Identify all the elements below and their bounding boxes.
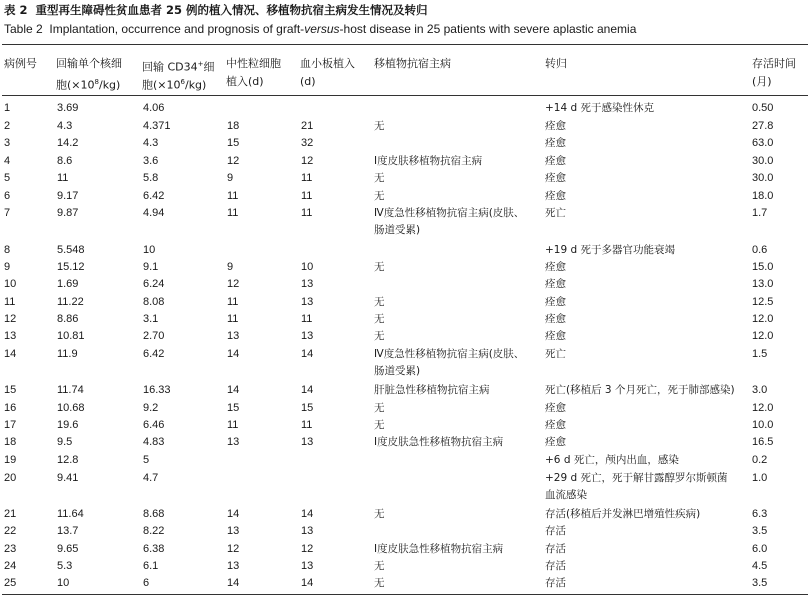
cell-neutrophil: 13 [227, 525, 240, 537]
cell-cd34: 6.46 [143, 419, 165, 431]
cell-case-no: 7 [4, 207, 11, 219]
cell-case-no: 10 [4, 278, 17, 290]
cell-platelet: 13 [301, 560, 314, 572]
header-gvhd: 移植物抗宿主病 [374, 57, 451, 70]
cell-case-no: 20 [4, 472, 17, 484]
cell-mnc: 4.3 [57, 120, 73, 132]
cell-platelet: 13 [301, 525, 314, 537]
cell-platelet: 11 [301, 313, 313, 325]
cell-mnc: 10.81 [57, 330, 85, 342]
cell-gvhd: Ⅳ度急性移植物抗宿主病(皮肤、 [374, 207, 525, 219]
cell-platelet: 12 [301, 155, 314, 167]
cell-gvhd: 无 [374, 313, 385, 325]
header-mnc-line2 [56, 74, 120, 94]
cell-case-no: 18 [4, 436, 17, 448]
cell-case-no: 24 [4, 560, 17, 572]
cell-survival: 3.0 [752, 384, 768, 396]
cell-outcome: +14 d 死于感染性休克 [545, 102, 654, 114]
cell-mnc: 19.6 [57, 419, 79, 431]
cell-outcome: 痊愈 [545, 278, 566, 290]
cell-case-no: 6 [4, 190, 11, 202]
cell-mnc: 8.86 [57, 313, 79, 325]
cell-platelet: 14 [301, 384, 314, 396]
cell-cd34: 4.7 [143, 472, 159, 484]
cell-mnc: 13.7 [57, 525, 79, 537]
cell-survival: 30.0 [752, 155, 774, 167]
cell-cd34: 4.83 [143, 436, 165, 448]
cell-survival: 1.0 [752, 472, 768, 484]
cell-mnc: 9.87 [57, 207, 79, 219]
cell-neutrophil: 11 [227, 419, 239, 431]
cell-outcome: 痊愈 [545, 137, 566, 149]
header-cd34-exp: 6 [180, 78, 185, 86]
cell-case-no: 23 [4, 543, 17, 555]
cell-cd34: 2.70 [143, 330, 165, 342]
cell-survival: 12.5 [752, 296, 774, 308]
cell-platelet: 11 [301, 419, 313, 431]
cell-outcome: 痊愈 [545, 155, 566, 167]
header-cd34-tail: 细 [203, 60, 215, 74]
cell-cd34: 6.24 [143, 278, 165, 290]
header-cd34-line1 [142, 56, 215, 76]
cell-platelet: 12 [301, 543, 314, 555]
cell-case-no: 4 [4, 155, 11, 167]
header-mnc-exp: 8 [94, 78, 99, 86]
cell-case-no: 16 [4, 402, 17, 414]
cell-cd34: 4.94 [143, 207, 165, 219]
cell-mnc: 14.2 [57, 137, 79, 149]
cell-mnc: 10 [57, 577, 70, 589]
cell-outcome: 存活 [545, 543, 566, 555]
cell-case-no: 12 [4, 313, 17, 325]
cell-cd34: 8.22 [143, 525, 165, 537]
cell-outcome: 痊愈 [545, 190, 566, 202]
cell-outcome: 存活 [545, 525, 566, 537]
cell-survival: 15.0 [752, 261, 774, 273]
cell-neutrophil: 13 [227, 560, 240, 572]
table-bottom-rule [2, 594, 808, 595]
cell-platelet: 13 [301, 296, 314, 308]
cell-survival: 12.0 [752, 330, 774, 342]
cell-outcome: 痊愈 [545, 172, 566, 184]
cell-platelet: 13 [301, 278, 314, 290]
cell-gvhd: 无 [374, 190, 385, 202]
cell-outcome: 痊愈 [545, 436, 566, 448]
cell-platelet: 11 [301, 172, 313, 184]
header-case-no: 病例号 [4, 57, 37, 70]
cell-cd34: 4.06 [143, 102, 165, 114]
cell-neutrophil: 12 [227, 543, 240, 555]
cell-neutrophil: 14 [227, 348, 240, 360]
cell-neutrophil: 12 [227, 278, 240, 290]
cell-gvhd: 无 [374, 172, 385, 184]
cell-cd34: 8.68 [143, 508, 165, 520]
header-survival-line2: (月) [752, 75, 772, 88]
cell-mnc: 5.548 [57, 244, 85, 256]
header-mnc-unit: 胞(×10 [56, 78, 95, 92]
caption-label-cn: 表 2 [4, 3, 28, 17]
cell-case-no: 19 [4, 454, 17, 466]
cell-mnc: 10.68 [57, 402, 85, 414]
cell-cd34: 4.371 [143, 120, 171, 132]
cell-outcome: 痊愈 [545, 296, 566, 308]
cell-survival: 0.6 [752, 244, 768, 256]
cell-cd34: 3.6 [143, 155, 159, 167]
cell-platelet: 21 [301, 120, 314, 132]
cell-case-no: 17 [4, 419, 17, 431]
cell-gvhd: 无 [374, 261, 385, 273]
cell-survival: 3.5 [752, 577, 768, 589]
cell-case-no: 9 [4, 261, 11, 273]
caption-title-en-italic: versus [304, 22, 340, 36]
cell-neutrophil: 13 [227, 436, 240, 448]
caption-label-en: Table 2 [4, 22, 43, 36]
cell-mnc: 1.69 [57, 278, 79, 290]
cell-neutrophil: 11 [227, 207, 239, 219]
cell-cd34: 9.2 [143, 402, 159, 414]
cell-survival: 13.0 [752, 278, 774, 290]
cell-platelet: 10 [301, 261, 314, 273]
cell-survival: 16.5 [752, 436, 774, 448]
cell-neutrophil: 9 [227, 172, 234, 184]
cell-cd34: 6.42 [143, 348, 165, 360]
cell-cd34: 16.33 [143, 384, 171, 396]
table-caption-cn [4, 2, 428, 18]
cell-gvhd: 肝脏急性移植物抗宿主病 [374, 384, 490, 396]
cell-outcome: 痊愈 [545, 261, 566, 273]
table-header-rule [2, 95, 808, 96]
cell-neutrophil: 11 [227, 313, 239, 325]
header-cd34-unit-tail: /kg) [184, 78, 207, 92]
cell-platelet: 14 [301, 348, 314, 360]
cell-outcome: 痊愈 [545, 330, 566, 342]
cell-mnc: 15.12 [57, 261, 85, 273]
cell-mnc: 9.17 [57, 190, 79, 202]
header-outcome: 转归 [545, 57, 567, 70]
cell-case-no: 21 [4, 508, 17, 520]
cell-case-no: 13 [4, 330, 17, 342]
cell-mnc: 11.64 [57, 508, 84, 520]
cell-mnc: 5.3 [57, 560, 73, 572]
cell-cd34: 6.42 [143, 190, 165, 202]
cell-platelet: 11 [301, 190, 313, 202]
cell-outcome: 死亡 [545, 348, 566, 360]
cell-survival: 12.0 [752, 402, 774, 414]
cell-case-no: 2 [4, 120, 11, 132]
cell-neutrophil: 14 [227, 508, 240, 520]
cell-gvhd: 无 [374, 402, 385, 414]
cell-neutrophil: 15 [227, 402, 240, 414]
cell-outcome: 存活 [545, 577, 566, 589]
cell-survival: 0.50 [752, 102, 774, 114]
cell-cd34: 4.3 [143, 137, 159, 149]
caption-title-en-post: -host disease in 25 patients with severe aplastic anemia [339, 22, 637, 36]
cell-outcome: +29 d 死亡，死于解甘露醇罗尔斯顿菌 [545, 472, 728, 484]
table-caption-en [4, 22, 636, 36]
cell-gvhd: 无 [374, 419, 385, 431]
cell-platelet: 32 [301, 137, 314, 149]
cell-case-no: 15 [4, 384, 17, 396]
cell-gvhd: Ⅰ度皮肤急性移植物抗宿主病 [374, 436, 504, 448]
cell-survival: 18.0 [752, 190, 774, 202]
cell-case-no: 8 [4, 244, 11, 256]
cell-gvhd-line2: 肠道受累) [374, 224, 421, 236]
cell-survival: 4.5 [752, 560, 768, 572]
cell-neutrophil: 11 [227, 190, 239, 202]
cell-outcome: 痊愈 [545, 120, 566, 132]
cell-mnc: 11.9 [57, 348, 78, 360]
cell-platelet: 13 [301, 330, 314, 342]
cell-outcome-line2: 血流感染 [545, 489, 587, 501]
cell-gvhd: 无 [374, 330, 385, 342]
cell-mnc: 8.6 [57, 155, 73, 167]
cell-survival: 63.0 [752, 137, 774, 149]
cell-outcome: 死亡 [545, 207, 566, 219]
cell-case-no: 25 [4, 577, 17, 589]
cell-survival: 6.0 [752, 543, 768, 555]
caption-title-cn: 重型再生障碍性贫血患者 25 例的植入情况、移植物抗宿主病发生情况及转归 [35, 3, 428, 17]
header-survival-line1: 存活时间 [752, 57, 796, 70]
cell-outcome: 存活(移植后并发淋巴增殖性疾病) [545, 508, 701, 520]
cell-survival: 6.3 [752, 508, 768, 520]
cell-outcome: 痊愈 [545, 313, 566, 325]
cell-survival: 1.5 [752, 348, 768, 360]
cell-mnc: 9.41 [57, 472, 79, 484]
header-mnc-unit-tail: /kg) [98, 78, 121, 92]
cell-cd34: 6 [143, 577, 150, 589]
header-neutrophil-line2: 植入(d) [226, 75, 264, 88]
cell-cd34: 5.8 [143, 172, 159, 184]
cell-survival: 27.8 [752, 120, 774, 132]
cell-gvhd: 无 [374, 120, 385, 132]
cell-neutrophil: 11 [227, 296, 239, 308]
table-top-rule [2, 44, 808, 45]
cell-cd34: 9.1 [143, 261, 159, 273]
cell-outcome: 痊愈 [545, 419, 566, 431]
header-neutrophil-line1: 中性粒细胞 [226, 57, 281, 70]
cell-cd34: 3.1 [143, 313, 159, 325]
cell-platelet: 15 [301, 402, 314, 414]
cell-case-no: 22 [4, 525, 17, 537]
cell-outcome: +6 d 死亡，颅内出血，感染 [545, 454, 679, 466]
cell-outcome: 死亡(移植后 3 个月死亡，死于肺部感染) [545, 384, 735, 396]
cell-gvhd: 无 [374, 560, 385, 572]
cell-survival: 30.0 [752, 172, 774, 184]
cell-survival: 1.7 [752, 207, 768, 219]
cell-platelet: 14 [301, 577, 314, 589]
header-cd34-text: 回输 CD34 [142, 60, 198, 74]
cell-outcome: +19 d 死于多器官功能衰竭 [545, 244, 675, 256]
cell-gvhd: Ⅳ度急性移植物抗宿主病(皮肤、 [374, 348, 525, 360]
header-cd34-sup: + [197, 60, 204, 68]
header-cd34-line2 [142, 74, 206, 94]
caption-title-en-pre: Implantation, occurrence and prognosis of graft- [49, 22, 305, 36]
header-mnc-line1: 回输单个核细 [56, 57, 122, 70]
header-platelet-line1: 血小板植入 [300, 57, 355, 70]
cell-neutrophil: 9 [227, 261, 234, 273]
cell-gvhd: Ⅰ度皮肤移植物抗宿主病 [374, 155, 483, 167]
cell-neutrophil: 14 [227, 577, 240, 589]
cell-survival: 3.5 [752, 525, 768, 537]
cell-case-no: 1 [4, 102, 11, 114]
cell-gvhd: 无 [374, 577, 385, 589]
cell-mnc: 3.69 [57, 102, 79, 114]
cell-cd34: 10 [143, 244, 156, 256]
cell-outcome: 存活 [545, 560, 566, 572]
cell-gvhd-line2: 肠道受累) [374, 365, 421, 377]
cell-survival: 12.0 [752, 313, 774, 325]
cell-mnc: 9.5 [57, 436, 73, 448]
cell-mnc: 11 [57, 172, 69, 184]
cell-case-no: 5 [4, 172, 11, 184]
header-platelet-line2: (d) [300, 75, 316, 88]
cell-gvhd: 无 [374, 508, 385, 520]
cell-neutrophil: 12 [227, 155, 240, 167]
cell-cd34: 6.38 [143, 543, 165, 555]
cell-case-no: 14 [4, 348, 17, 360]
cell-platelet: 13 [301, 436, 314, 448]
cell-survival: 0.2 [752, 454, 768, 466]
cell-case-no: 11 [4, 296, 16, 308]
cell-mnc: 9.65 [57, 543, 79, 555]
cell-mnc: 11.74 [57, 384, 84, 396]
cell-cd34: 5 [143, 454, 150, 466]
cell-case-no: 3 [4, 137, 11, 149]
cell-platelet: 11 [301, 207, 313, 219]
cell-cd34: 8.08 [143, 296, 165, 308]
cell-neutrophil: 13 [227, 330, 240, 342]
cell-platelet: 14 [301, 508, 314, 520]
cell-neutrophil: 18 [227, 120, 240, 132]
cell-neutrophil: 15 [227, 137, 240, 149]
cell-mnc: 12.8 [57, 454, 79, 466]
cell-survival: 10.0 [752, 419, 774, 431]
cell-cd34: 6.1 [143, 560, 159, 572]
cell-neutrophil: 14 [227, 384, 240, 396]
header-cd34-unit: 胞(×10 [142, 78, 181, 92]
cell-mnc: 11.22 [57, 296, 84, 308]
cell-outcome: 痊愈 [545, 402, 566, 414]
cell-gvhd: Ⅰ度皮肤急性移植物抗宿主病 [374, 543, 504, 555]
cell-gvhd: 无 [374, 296, 385, 308]
